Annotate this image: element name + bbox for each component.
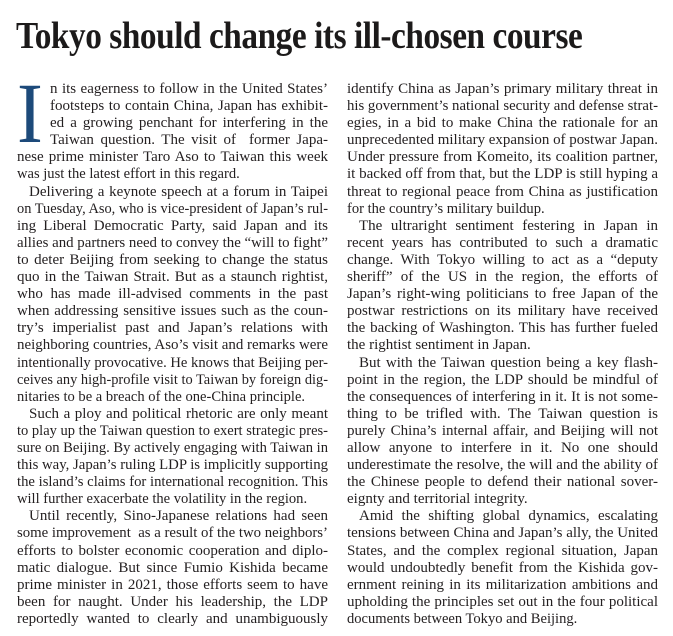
text-line xyxy=(347,560,658,577)
text-line xyxy=(347,201,658,218)
text-line-content: intentionally provocative. He knows that Beijing per- xyxy=(17,354,328,371)
text-line-content: nese prime minister Taro Aso to Taiwan this week xyxy=(17,149,328,166)
text-line xyxy=(347,98,658,115)
text-line-content: the Chinese people to defend their national sover- xyxy=(347,474,658,491)
text-line xyxy=(17,286,328,303)
text-line xyxy=(347,440,658,457)
text-line xyxy=(347,286,658,303)
text-line-content: identify China as Japan’s primary military threat in xyxy=(347,81,658,97)
text-line-content: on Tuesday, Aso, who is vice-president of Japan’s rul- xyxy=(17,200,328,217)
text-line-content: who has made ill-advised comments in the past xyxy=(17,286,328,303)
text-line-content: recent years has contributed to such a dramatic xyxy=(347,234,658,251)
text-line-content: was just the latest effort in this regard. xyxy=(17,166,240,183)
article-column-left xyxy=(17,81,328,628)
text-line-content: unprecedented military expansion of postwar Japan. xyxy=(347,132,658,149)
text-line xyxy=(17,355,328,372)
text-line xyxy=(17,269,328,286)
text-line-content: underestimate the resolve, the will and the ability of xyxy=(347,457,658,474)
article-paragraph xyxy=(17,81,328,184)
text-line xyxy=(17,81,328,98)
article-paragraph xyxy=(347,355,658,509)
text-line-content: neighboring countries, Aso’s visit and remarks were xyxy=(17,337,328,354)
text-line-content: footsteps to contain China, Japan has exhibit- xyxy=(50,98,328,115)
text-line xyxy=(17,543,328,560)
text-line-content: sheriff” of the US in the region, the efforts of xyxy=(347,269,658,286)
text-line xyxy=(17,406,328,423)
text-line-content: The ultraright sentiment festering in Japan in xyxy=(359,217,658,234)
text-line-content: the rightist sentiment in Japan. xyxy=(347,337,531,354)
text-line-content: quo in the Taiwan Strait. But as a staunch rightist, xyxy=(17,269,328,286)
text-line xyxy=(347,525,658,542)
text-line-content: threat to regional peace from China as justification xyxy=(347,183,658,200)
text-line-content: change. With Tokyo willing to act as a “deputy xyxy=(347,251,658,268)
text-line-content: States, and the complex regional situation, Japan xyxy=(347,542,658,559)
text-line xyxy=(347,269,658,286)
text-line xyxy=(17,491,328,508)
text-line-content: eignty and territorial integrity. xyxy=(347,491,528,508)
text-line-content: Until recently, Sino-Japanese relations had seen xyxy=(29,508,328,525)
text-line xyxy=(347,166,658,183)
text-line-content: Such a ploy and political rhetoric are only meant xyxy=(29,405,328,422)
text-line-content: reportedly wanted to clearly and unambiguously xyxy=(17,610,328,627)
text-line-content: efforts to bolster economic cooperation and diplo- xyxy=(17,542,328,559)
article-column-right xyxy=(347,81,658,628)
text-line xyxy=(347,491,658,508)
text-line-content: the backing of Washington. This has further fueled xyxy=(347,320,658,337)
text-line xyxy=(17,372,328,389)
text-line xyxy=(347,115,658,132)
text-line xyxy=(347,184,658,201)
text-line xyxy=(17,115,328,132)
article-paragraph xyxy=(347,218,658,355)
text-line-content: But with the Taiwan question being a key flash- xyxy=(359,354,658,371)
text-line xyxy=(347,320,658,337)
text-line-content: Under pressure from Komeito, its coalition partner, xyxy=(347,149,658,166)
text-line-content: allow anyone to interfere in it. No one should xyxy=(347,439,658,456)
text-line xyxy=(17,149,328,166)
text-line xyxy=(17,389,328,406)
text-line-content: point in the region, the LDP should be mindful of xyxy=(347,371,658,388)
text-line xyxy=(17,577,328,594)
text-line xyxy=(347,235,658,252)
text-line xyxy=(17,184,328,201)
text-line-content: ceives any high-profile visit to Taiwan by foreign dig- xyxy=(17,371,328,388)
text-line-content: will further exacerbate the volatility in the region. xyxy=(17,491,308,508)
text-line xyxy=(347,149,658,166)
text-line xyxy=(347,81,658,98)
text-line-content: upholding the principles set out in the four political xyxy=(347,593,658,610)
text-line-content: for the country’s military buildup. xyxy=(347,200,545,217)
text-line-content: sure on Beijing. By actively engaging with Taiwan in xyxy=(17,439,328,456)
text-line-content: documents between Tokyo and Beijing. xyxy=(347,610,578,627)
text-line xyxy=(347,389,658,406)
text-line xyxy=(17,166,328,183)
text-line-content: purely China’s internal affair, and Beijing will not xyxy=(347,422,658,439)
text-line-content: nitaries to be a breach of the one-China principle. xyxy=(17,388,306,405)
text-line-content: it backed off from that, but the LDP is still hyping a xyxy=(347,166,658,183)
text-line xyxy=(347,508,658,525)
text-line-content: would undoubtedly benefit from the Kishida gov- xyxy=(347,559,658,576)
text-line xyxy=(17,423,328,440)
text-line xyxy=(17,611,328,628)
text-line xyxy=(347,337,658,354)
article-paragraph xyxy=(17,184,328,406)
text-line xyxy=(17,218,328,235)
text-line xyxy=(17,594,328,611)
text-line xyxy=(17,235,328,252)
text-line-content: to deter Beijing from seeking to change the status xyxy=(17,251,328,268)
text-line xyxy=(17,440,328,457)
text-line xyxy=(347,303,658,320)
text-line xyxy=(17,98,328,115)
article-headline: Tokyo should change its ill-chosen course xyxy=(16,15,583,57)
text-line xyxy=(347,474,658,491)
text-line-content: prime minister in 2021, those efforts seem to have xyxy=(17,576,328,593)
text-line xyxy=(347,577,658,594)
text-line-content: postwar restrictions on its military have received xyxy=(347,303,658,320)
text-line xyxy=(347,611,658,628)
text-line-content: egies, in a bid to make China the rationale for an xyxy=(347,115,658,132)
text-line-content: ing Liberal Democratic Party, said Japan and its xyxy=(17,217,328,234)
text-line-content: tensions between China and Japan’s ally, the United xyxy=(347,525,658,542)
text-line xyxy=(347,423,658,440)
text-line xyxy=(17,132,328,149)
text-line-content: when addressing sensitive issues such as the coun- xyxy=(17,303,328,320)
text-line xyxy=(347,355,658,372)
text-line xyxy=(17,320,328,337)
text-line-content: to play up the Taiwan question to exert strategic pres- xyxy=(17,422,328,439)
text-line-content: been for naught. Under his leadership, the LDP xyxy=(17,593,328,610)
text-line xyxy=(17,303,328,320)
text-line-content: the consequences of interfering in it. It is not some- xyxy=(347,388,658,405)
article-paragraph xyxy=(347,81,658,218)
text-line-content: Taiwan question. The visit of former Japa- xyxy=(50,132,328,149)
text-line xyxy=(17,474,328,491)
text-line-content: try’s imperialist past and Japan’s relations with xyxy=(17,320,328,337)
text-line xyxy=(347,218,658,235)
text-line-content: n its eagerness to follow in the United States’ xyxy=(50,81,328,97)
article-paragraph xyxy=(17,508,328,628)
text-line xyxy=(347,594,658,611)
text-line-content: ed a growing penchant for interfering in the xyxy=(50,115,328,132)
text-line-content: Amid the shifting global dynamics, escalating xyxy=(359,508,658,525)
text-line-content: Japan’s right-wing politicians to free Japan of the xyxy=(347,286,658,303)
text-line xyxy=(347,457,658,474)
text-line-content: the island’s claims for international recognition. This xyxy=(17,474,328,491)
text-line-content: some improvement as a result of the two neighbors’ xyxy=(17,525,328,542)
drop-cap: I xyxy=(17,65,43,161)
text-line xyxy=(17,337,328,354)
text-line-content: matic dialogue. But since Fumio Kishida became xyxy=(17,559,328,576)
text-line xyxy=(17,252,328,269)
text-line-content: allies and partners need to convey the “will to fight” xyxy=(17,234,328,251)
text-line xyxy=(347,132,658,149)
text-line xyxy=(347,406,658,423)
text-line xyxy=(17,201,328,218)
text-line xyxy=(347,543,658,560)
text-line-content: Delivering a keynote speech at a forum in Taipei xyxy=(29,183,328,200)
text-line xyxy=(347,372,658,389)
text-line-content: ernment reining in its militarization ambitions and xyxy=(347,576,658,593)
text-line xyxy=(347,252,658,269)
text-line xyxy=(17,457,328,474)
text-line xyxy=(17,508,328,525)
text-line xyxy=(17,525,328,542)
text-line xyxy=(17,560,328,577)
article-paragraph xyxy=(347,508,658,628)
article-paragraph xyxy=(17,406,328,509)
text-line-content: thing to be trifled with. The Taiwan question is xyxy=(347,405,658,422)
text-line-content: his government’s national security and defense strat- xyxy=(347,98,658,115)
text-line-content: this way, Japan’s ruling LDP is implicitly supporting xyxy=(17,457,328,474)
